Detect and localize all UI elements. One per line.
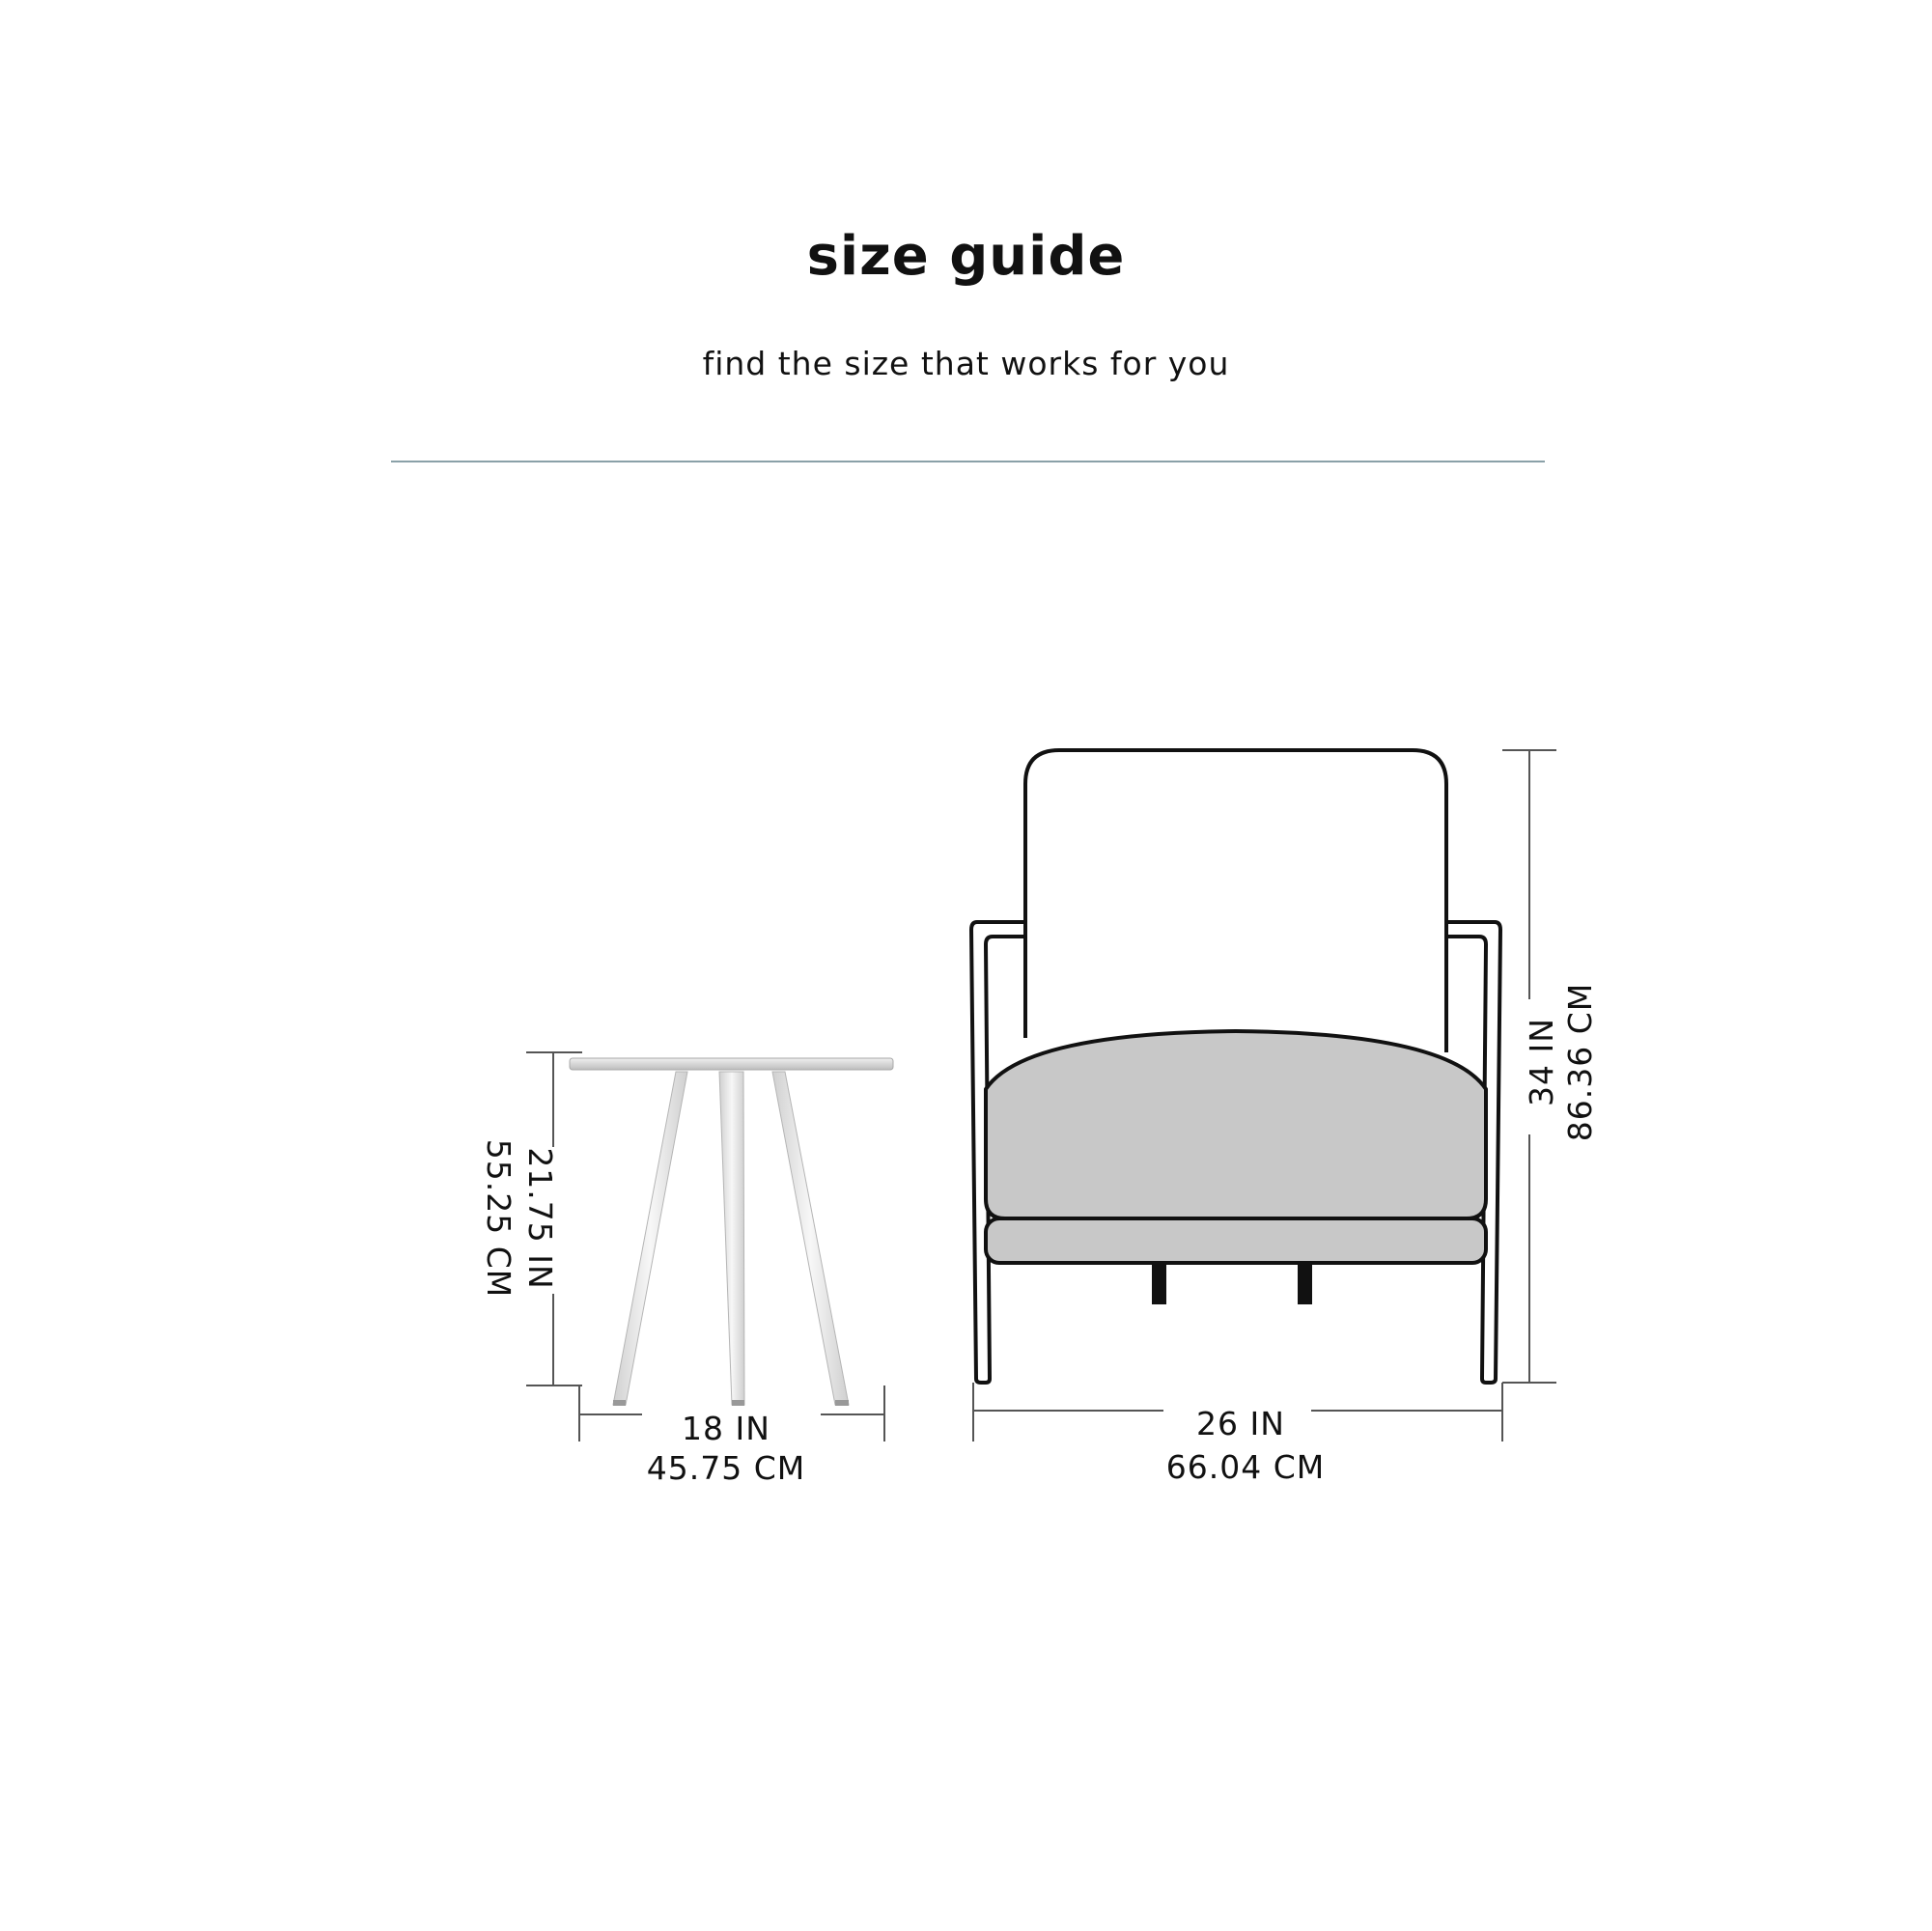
table-width-cm-label: 45.75 CM [646,1449,806,1487]
table-height-in-label: 21.75 IN [521,1147,559,1290]
page-title: size guide [806,225,1126,288]
table-leg-center [719,1072,744,1405]
table-top [570,1058,893,1070]
table-height-cm-label: 55.25 CM [480,1138,518,1299]
chair-width-cm-label: 66.04 CM [1165,1448,1326,1486]
table-width-in-label: 18 IN [682,1410,770,1447]
table-leg-left [613,1072,687,1405]
side-table [570,1058,893,1406]
chair-height-cm-label: 86.36 CM [1561,982,1599,1142]
chair-backrest [1025,750,1446,1052]
chair-seat-cushion [986,1031,1486,1218]
chair-height-in-label: 34 IN [1523,1018,1560,1106]
chair-leg-left [1152,1265,1166,1304]
armchair [971,750,1500,1383]
chair-base-cushion [986,1218,1486,1263]
page-subtitle: find the size that works for you [702,345,1230,382]
chair-leg-right [1298,1265,1312,1304]
table-leg-right [772,1072,849,1405]
chair-width-in-label: 26 IN [1196,1405,1285,1442]
